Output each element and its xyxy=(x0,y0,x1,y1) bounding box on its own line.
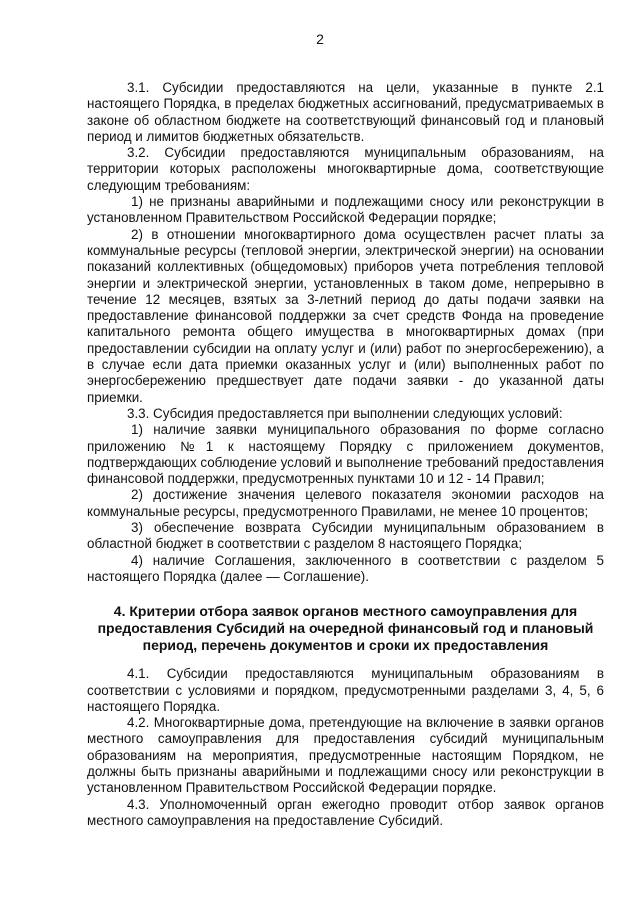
document-body xyxy=(87,80,604,829)
list-item: 1) наличие заявки муниципального образования по форме согласно приложению №1 к настоящему Порядку с приложением документов, подтверждающих соблюдение условий и выполнение требований предоставления финансовой поддержки, предусмотренных пунктами 10 и 12 - 14 Правил; xyxy=(87,422,605,487)
list-item: 1) не признаны аварийными и подлежащими сносу или реконструкции в установленном Правительством Российской Федерации порядке; xyxy=(87,194,604,226)
paragraph-4-3: 4.3. Уполномоченный орган ежегодно проводит отбор заявок органов местного самоуправления на предоставление Субсидий. xyxy=(87,796,604,828)
paragraph-4-1: 4.1. Субсидии предоставляются муниципальным образованиям в соответствии с условиями и порядком, предусмотренными разделами 3, 4, 5, 6 настоящего Порядка. xyxy=(87,666,604,714)
list-item: 4) наличие Соглашения, заключенного в соответствии с разделом 5 настоящего Порядка (далее — Соглашение). xyxy=(87,552,604,584)
paragraph-4-2: 4.2. Многоквартирные дома, претендующие на включение в заявки органов местного самоуправления для предоставления субсидий муниципальным образованиям на мероприятия, предусмотренные настоящим Порядком, не должны быть признаны аварийными и подлежащими сносу или реконструкции в установленном Правительством Российской Федерации порядке. xyxy=(87,715,604,796)
list-item: 2) в отношении многоквартирного дома осуществлен расчет платы за коммунальные ресурсы (тепловой энергии, электрической энергии) на основании показаний коллективных (общедомовых) приборов учета потребления тепловой энергии и электрической энергии, установленных в таком доме, непрерывно в течение 12 месяцев, взятых за 3-летний период до даты подачи заявки на предоставление финансовой поддержки за счет средств Фонда на проведение капитального ремонта общего имущества в многоквартирных домах (при предоставлении субсидии на оплату услуг и (или) работ по энергосбережению), а в случае если дата приемки оказанных услуг и (или) выполненных работ по энергосбережению предшествует дате подачи заявки - до указанной даты приемки. xyxy=(87,226,604,405)
paragraph-3-1: 3.1. Субсидии предоставляются на цели, указанные в пункте 2.1 настоящего Порядка, в пределах бюджетных ассигнований, предусматриваемых в законе об областном бюджете на соответствующий финансовый год и плановый период и лимитов бюджетных обязательств. xyxy=(87,80,604,144)
paragraph-3-3: 3.3. Субсидия предоставляется при выполнении следующих условий: xyxy=(127,405,563,421)
section-heading: 4. Критерии отбора заявок органов местного самоуправления для предоставления Субсидий на очередной финансовый год и плановый период, перечень документов и сроки их предоставления xyxy=(97,603,594,654)
page-number: 2 xyxy=(316,31,324,47)
list-item: 2) достижение значения целевого показателя экономии расходов на коммунальные ресурсы, предусмотренного Правилами, не менее 10 процентов; xyxy=(87,487,604,519)
paragraph-3-2: 3.2. Субсидии предоставляются муниципальным образованиям, на территории которых расположены многоквартирные дома, соответствующие следующим требованиям: xyxy=(87,145,604,193)
list-item: 3) обеспечение возврата Субсидии муниципальным образованием в областной бюджет в соответствии с разделом 8 настоящего Порядка; xyxy=(87,520,604,552)
